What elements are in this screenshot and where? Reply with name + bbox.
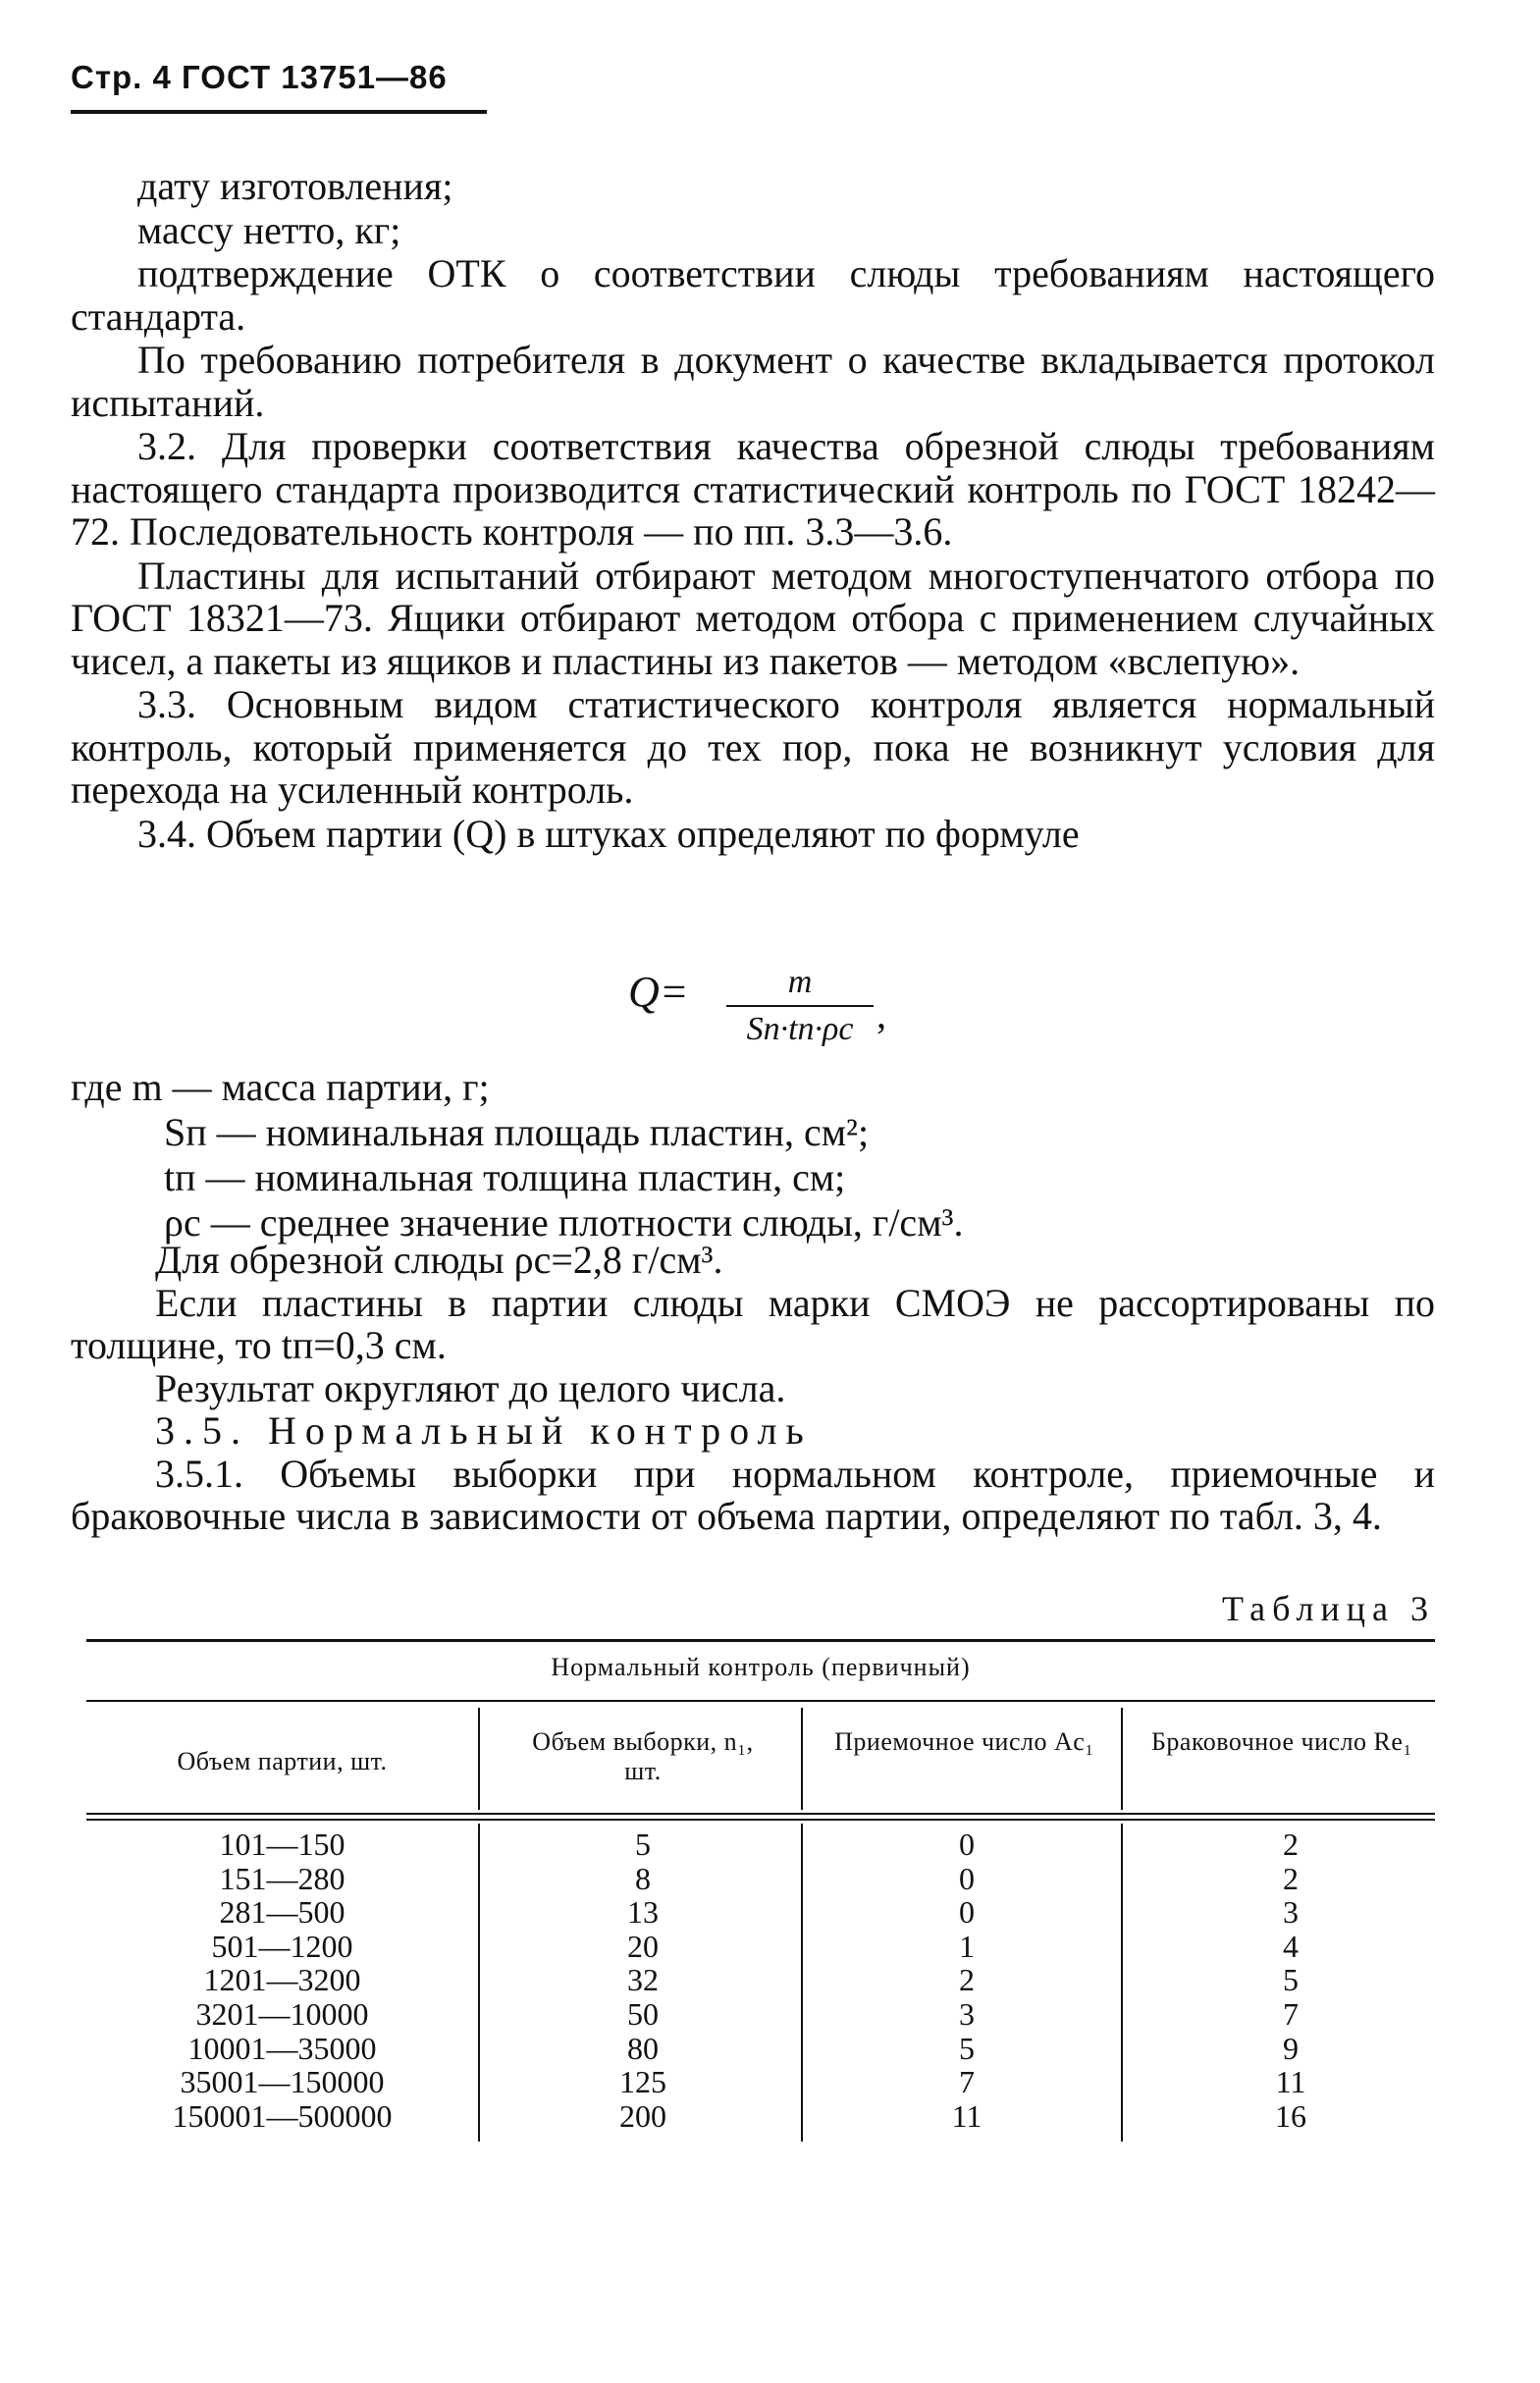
paragraph: 3.5.1. Объемы выборки при нормальном контроле, приемочные и браковочные числа в зависимости от объема партии, определяют по табл. 3, 4.	[71, 1451, 1435, 1538]
table-title: Нормальный контроль (первичный)	[551, 1653, 971, 1681]
table-cell: 9	[1283, 2030, 1299, 2066]
formula-lhs: Q=	[628, 968, 689, 1016]
column-accept	[874, 1827, 1060, 2133]
table-cell: 0	[959, 1827, 975, 1862]
table-cell: 501—1200	[211, 1928, 353, 1964]
page-header: Стр. 4 ГОСТ 13751—86	[71, 59, 448, 95]
col-divider	[801, 1708, 803, 1810]
table-cell: 2	[1283, 1860, 1299, 1896]
table-header-lot: Объем партии, шт.	[177, 1747, 388, 1775]
formula-comma: ,	[876, 992, 886, 1036]
table-header-reject: Браковочное число Re₁	[1150, 1727, 1412, 1756]
paragraph: 3.3. Основным видом статистического контроля является нормальный контроль, который применяется до тех пор, пока не возникнут условия для перехода на усиленный контроль.	[71, 682, 1435, 812]
table-cell: 3	[959, 1995, 975, 2032]
table-rule	[86, 1700, 1435, 1702]
table-cell: 2	[959, 1962, 975, 1998]
paragraph: подтверждение ОТК о соответствии слюды требованиям настоящего стандарта.	[71, 251, 1435, 339]
table-cell: 11	[1275, 2064, 1306, 2100]
col-divider	[478, 1708, 480, 1810]
column-sample	[550, 1827, 736, 2133]
paragraph: массу нетто, кг;	[137, 207, 401, 252]
col-divider	[478, 1824, 480, 2142]
table-rule	[86, 1813, 1435, 1815]
col-divider	[1121, 1708, 1123, 1810]
table-top-rule	[86, 1639, 1435, 1642]
table-cell: 3	[1283, 1894, 1299, 1931]
table-cell: 7	[959, 2064, 975, 2100]
table-cell: 13	[627, 1894, 659, 1931]
table-cell: 0	[959, 1860, 975, 1896]
paragraph: дату изготовления;	[137, 164, 453, 208]
table-cell: 4	[1283, 1928, 1299, 1964]
formula-denominator: Sп·tп·ρc	[746, 1011, 854, 1047]
paragraph: 3.2. Для проверки соответствия качества обрезной слюды требованиям настоящего стандарта производится статистический контроль по ГОСТ 18242—72. Последовательность контроля — по пп. 3.3—3.6.	[71, 424, 1435, 554]
body-text	[71, 165, 1435, 856]
col-divider	[1121, 1824, 1123, 2142]
table-cell: 1	[959, 1928, 975, 1964]
table-cell: 16	[1275, 2097, 1306, 2134]
table-cell: 151—280	[219, 1860, 345, 1896]
section-heading: 3.5. Нормальный контроль	[155, 1408, 813, 1453]
paragraph: Результат округляют до целого числа.	[155, 1365, 786, 1410]
table-cell: 32	[627, 1962, 659, 1998]
table-cell: 7	[1283, 1995, 1299, 2032]
table-cell: 5	[635, 1827, 651, 1862]
paragraph: Если пластины в партии слюды марки СМОЭ не рассортированы по толщине, то tп=0,3 см.	[71, 1280, 1435, 1367]
formula-fraction	[726, 964, 874, 1048]
table-cell: 80	[627, 2030, 659, 2066]
column-reject	[1197, 1827, 1384, 2133]
col-divider	[801, 1824, 803, 2142]
header-rule	[71, 110, 487, 114]
table-cell: 200	[619, 2097, 666, 2134]
where-line: Sп — номинальная площадь пластин, см²;	[164, 1110, 870, 1154]
table-cell: 35001—150000	[180, 2064, 385, 2100]
table-cell: 20	[627, 1928, 659, 1964]
table-cell: 5	[959, 2030, 975, 2066]
table-cell: 150001—500000	[172, 2097, 393, 2134]
paragraph: Пластины для испытаний отбирают методом многоступенчатого отбора по ГОСТ 18321—73. Ящики отбирают методом отбора с применением случайных чисел, а пакеты из ящиков и пластины из пакетов — методом «вслепую».	[71, 553, 1435, 683]
where-line: tп — номинальная толщина пластин, см;	[164, 1155, 846, 1199]
table-caption: Таблица 3	[1222, 1589, 1435, 1628]
formula-numerator: m	[787, 964, 813, 1000]
table-cell: 5	[1283, 1962, 1299, 1998]
table-header-sample: Объем выборки, n₁, шт.	[532, 1727, 754, 1785]
table-rule	[86, 1819, 1435, 1821]
table-cell: 1201—3200	[203, 1962, 361, 1998]
column-lot	[86, 1827, 478, 2133]
table-cell: 2	[1283, 1827, 1299, 1862]
tail-text	[71, 1239, 1435, 1538]
table-cell: 8	[635, 1860, 651, 1896]
paragraph: 3.4. Объем партии (Q) в штуках определяют по формуле	[137, 811, 1080, 856]
table-cell: 0	[959, 1894, 975, 1931]
table-header-accept: Приемочное число Ac₁	[834, 1727, 1094, 1756]
where-line: где m — масса партии, г;	[71, 1065, 490, 1109]
where-line: ρc — среднее значение плотности слюды, г/см³.	[164, 1200, 964, 1244]
paragraph: Для обрезной слюды ρc=2,8 г/см³.	[155, 1238, 723, 1282]
where-block	[71, 1065, 964, 1245]
paragraph: По требованию потребителя в документ о качестве вкладывается протокол испытаний.	[71, 338, 1435, 425]
table-cell: 101—150	[219, 1827, 345, 1862]
table-cell: 281—500	[219, 1894, 345, 1931]
table-cell: 3201—10000	[195, 1995, 369, 2032]
table-cell: 125	[619, 2064, 666, 2100]
table-cell: 50	[627, 1995, 659, 2032]
fraction-bar	[726, 1005, 874, 1007]
table-cell: 10001—35000	[187, 2030, 377, 2066]
table-cell: 11	[951, 2097, 982, 2134]
